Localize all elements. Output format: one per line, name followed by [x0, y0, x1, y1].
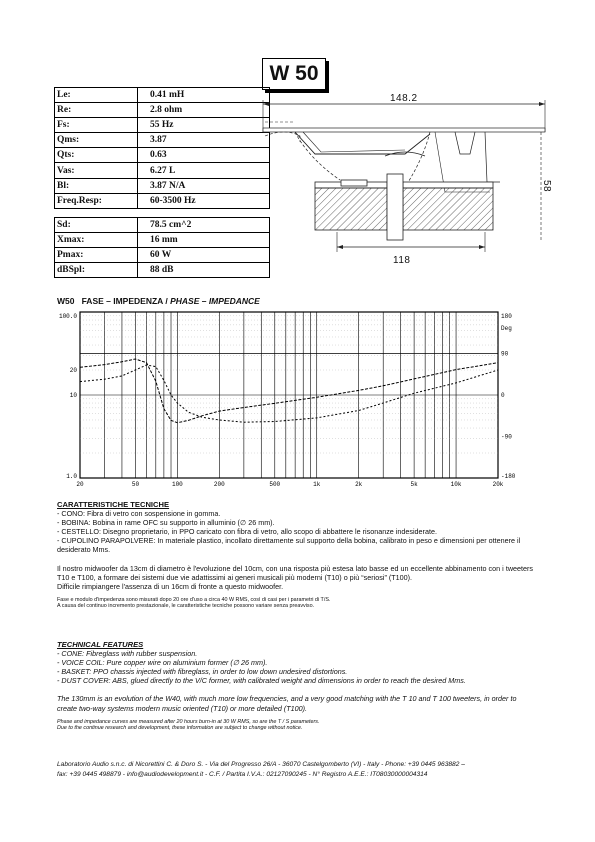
impedance-phase-chart [50, 306, 520, 492]
y-right-tick-label: 0 [501, 392, 505, 399]
spec-value: 78.5 cm^2 [138, 218, 270, 233]
spec-key: Qts: [55, 148, 138, 163]
italian-note-1: Fase e modulo d'impedenza sono misurati dopo 20 ore d'uso a circa 40 W RMS, così di casi per i parametri di T/S. [57, 596, 331, 603]
x-tick-label: 20k [492, 481, 504, 488]
x-tick-label: 200 [213, 481, 225, 488]
italian-feature-line: - BOBINA: Bobina in rame OFC su supporto in alluminio (∅ 26 mm). [57, 518, 275, 528]
english-note-2: Due to the continue research and development, these information are subject to change without notice. [57, 725, 303, 732]
y-left-tick-label: 100.0 [58, 313, 77, 320]
chart-title-model: W50 [57, 296, 75, 306]
spec-row [55, 103, 270, 118]
italian-paragraph: Il nostro midwoofer da 13cm di diametro è l'evoluzione del 10cm, con una risposta più estesa lato basse ed un eccellente abbinamento con i tweeters T10 e T100, a formare dei sistemi due vie adattissimi ai generi musicali più moderni (T10) o più “seriosi” (T100). [57, 563, 533, 582]
spec-row [55, 163, 270, 178]
y-right-tick-label: 90 [501, 350, 509, 358]
footer [57, 760, 533, 780]
footer-line-2: fax: +39 0445 498879 - info@audiodevelopment.it - C.F. / Partita I.V.A.: 02127090245 - N° Registro A.E.E.: IT08030000004314 [57, 771, 428, 778]
spec-key: Pmax: [55, 248, 138, 263]
spec-table-secondary [54, 217, 270, 278]
spec-key: Re: [55, 103, 138, 118]
spec-value: 60-3500 Hz [138, 193, 270, 208]
y-left-tick-label: 10 [69, 392, 77, 399]
spec-value: 55 Hz [138, 118, 270, 133]
spec-row [55, 218, 270, 233]
spec-value: 88 dB [138, 263, 270, 278]
spec-row [55, 193, 270, 208]
italian-feature-line: - CONO: Fibra di vetro con sospensione in gomma. [57, 509, 221, 519]
spec-row [55, 233, 270, 248]
italian-feature-line: - CESTELLO: Disegno proprietario, in PPO caricato con fibra di vetro, allo scopo di abbattere le risonanze indesiderate. [57, 527, 437, 537]
spec-value: 2.8 ohm [138, 103, 270, 118]
spec-row [55, 178, 270, 193]
chart-title [57, 296, 260, 306]
spec-key: Freq.Resp: [55, 193, 138, 208]
english-paragraph: The 130mm is an evolution of the W40, with much more low frequencies, and a very good matching with the T 10 and T 100 tweeters, in order to create two-way systems modern music oriented (T10) or more detailed (T100). [57, 694, 517, 713]
spec-row [55, 118, 270, 133]
dimension-width: 148.2 [390, 93, 418, 104]
spec-key: Bl: [55, 178, 138, 193]
footer-line-1: Laboratorio Audio s.n.c. di Nicorettini C. & Doro S. - Via del Progresso 26/A - 36070 Castelgomberto (VI) - Italy - Phone: +39 0445 963882 – [57, 761, 465, 768]
italian-feature-line: - CUPOLINO PARAPOLVERE: In materiale plastico, incollato direttamente sul supporto della bobina, calibrato in peso e dimensioni per ottenere il desiderato Mms. [57, 536, 521, 555]
spec-value: 3.87 [138, 133, 270, 148]
italian-features [57, 500, 533, 610]
spec-row [55, 88, 270, 103]
spec-key: Vas: [55, 163, 138, 178]
dimension-depth: 58 [541, 180, 552, 193]
spec-key: Sd: [55, 218, 138, 233]
driver-section-drawing [255, 92, 555, 272]
dimension-inner: 118 [393, 255, 411, 266]
y-left-tick-label: 20 [69, 367, 77, 375]
spec-value: 60 W [138, 248, 270, 263]
y-left-tick-label: 1.0 [66, 473, 77, 480]
chart-title-it: FASE – IMPEDENZA / [81, 296, 168, 306]
spec-row [55, 133, 270, 148]
x-tick-label: 10k [450, 481, 462, 488]
spec-row [55, 248, 270, 263]
y-right-tick-label: 180 [501, 313, 512, 320]
x-tick-label: 5k [410, 481, 418, 488]
english-heading: TECHNICAL FEATURES [57, 640, 144, 649]
spec-value: 3.87 N/A [138, 178, 270, 193]
spec-key: Qms: [55, 133, 138, 148]
italian-heading: CARATTERISTICHE TECNICHE [57, 500, 170, 509]
english-note-1: Phase and impedance curves are measured after 20 hours burn-in at 30 W RMS, so are the T / S parameters. [57, 718, 320, 725]
english-feature-line: - VOICE COIL: Pure copper wire on aluminium former (∅ 26 mm). [57, 658, 268, 668]
spec-key: dBSpl: [55, 263, 138, 278]
spec-value: 6.27 L [138, 163, 270, 178]
spec-key: Xmax: [55, 233, 138, 248]
spec-table-primary [54, 87, 270, 209]
english-features [57, 640, 533, 732]
spec-value: 0.63 [138, 148, 270, 163]
y-right-tick-label: -90 [501, 433, 512, 441]
x-tick-label: 20 [76, 481, 84, 488]
x-tick-label: 1k [313, 481, 321, 488]
english-feature-line: - BASKET: PPO chassis injected with fibreglass, in order to low down undesired distortions. [57, 667, 348, 677]
x-tick-label: 100 [171, 481, 183, 488]
spec-value: 16 mm [138, 233, 270, 248]
spec-row [55, 148, 270, 163]
chart-title-en: PHASE – IMPEDANCE [170, 296, 260, 306]
x-tick-label: 2k [355, 481, 363, 488]
spec-key: Le: [55, 88, 138, 103]
model-title: W 50 [262, 58, 326, 90]
italian-paragraph-2: Difficile rimpiangere l'assenza di un 16cm di fronte a questo midwoofer. [57, 581, 284, 591]
y-right-unit: Deg [501, 325, 512, 332]
y-right-tick-label: -180 [501, 473, 516, 480]
spec-row [55, 263, 270, 278]
spec-value: 0.41 mH [138, 88, 270, 103]
spec-key: Fs: [55, 118, 138, 133]
english-feature-line: - CONE: Fibreglass with rubber suspension. [57, 649, 198, 659]
english-feature-line: - DUST COVER: ABS, glued directly to the V/C former, with calibrated weight and dimensions in order to reach the desired Mms. [57, 676, 466, 686]
x-tick-label: 500 [269, 481, 281, 488]
italian-note-2: A causa del continuo incremento prestazionale, le caratteristiche tecniche possono variare senza preavviso. [57, 603, 315, 610]
x-tick-label: 50 [131, 481, 140, 488]
